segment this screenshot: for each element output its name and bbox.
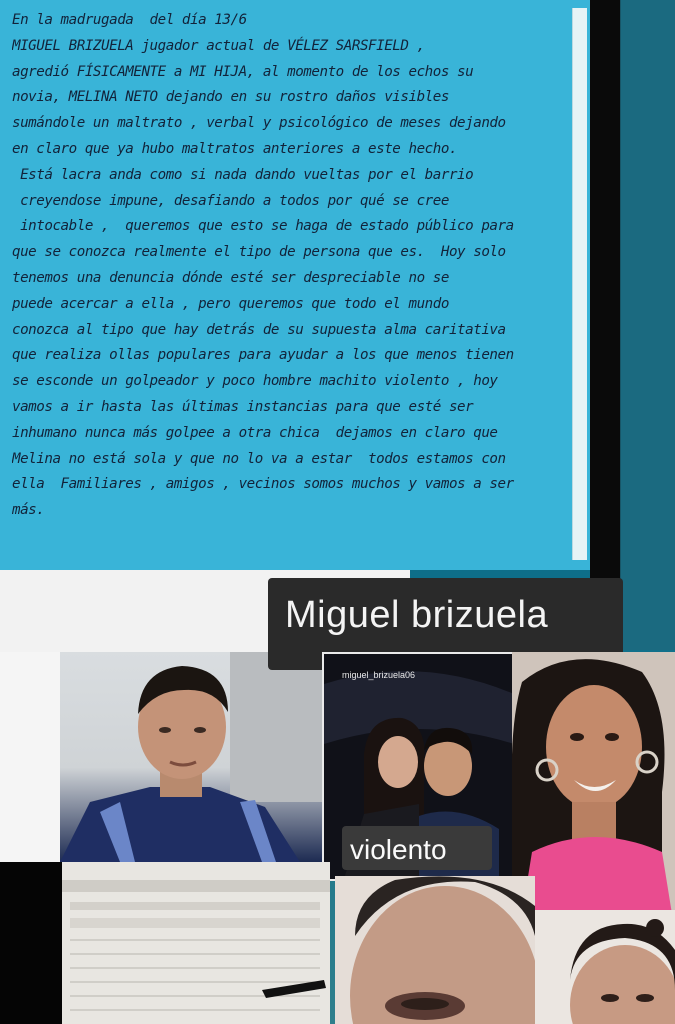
bruise-photo-2 xyxy=(535,910,675,1024)
side-strip xyxy=(590,0,675,650)
couple-photo-username: miguel_brizuela06 xyxy=(342,670,416,680)
text-panel-scrollbar[interactable] xyxy=(572,8,587,560)
bruise-photo-2-graphic xyxy=(535,910,675,1024)
left-black-area xyxy=(0,862,62,1024)
bruise-photo-graphic xyxy=(335,876,535,1024)
woman-photo-graphic xyxy=(512,652,675,914)
player-photo-graphic xyxy=(0,652,325,862)
player-photo xyxy=(0,652,325,862)
name-tag-label: Miguel brizuela xyxy=(285,594,549,636)
bruise-photo xyxy=(335,876,535,1024)
document-photo xyxy=(62,862,330,1024)
post-text: En la madrugada del día 13/6 MIGUEL BRIZUELA jugador actual de VÉLEZ SARSFIELD , agredió FÍSICAMENTE a MI HIJA, al momento de los echos su novia, MELINA NETO dejando en su rostro daños visibles sumándole un maltrato , verbal y psicológico de meses dejando en claro que ya hubo maltratos anteriores a este hecho. Está lacra anda como si nada dando vueltas por el barrio creyendose impune, desafiando a todos por qué se cree intocable , queremos que esto se haga de estado público para que se conozca realmente el tipo de persona que es. Hoy solo tenemos una denuncia dónde esté ser despreciable no se puede acercar a ella , pero queremos que todo el mundo conozca al tipo que hay detrás de su supuesta alma caritativa que realiza ollas populares para ayudar a los que menos tienen se esconde un golpeador y poco hombre machito violento , hoy vamos a ir hasta las últimas instancias para que esté ser inhumano nunca más golpee a otra chica dejamos en claro que Melina no está sola y que no lo va a estar todos estamos con ella Familiares , amigos , vecinos somos muchos y vamos a ser más. xyxy=(12,12,514,519)
couple-photo-label: violento xyxy=(350,834,447,865)
document-graphic xyxy=(62,862,330,1024)
woman-photo xyxy=(512,652,675,914)
couple-photo xyxy=(322,652,516,881)
